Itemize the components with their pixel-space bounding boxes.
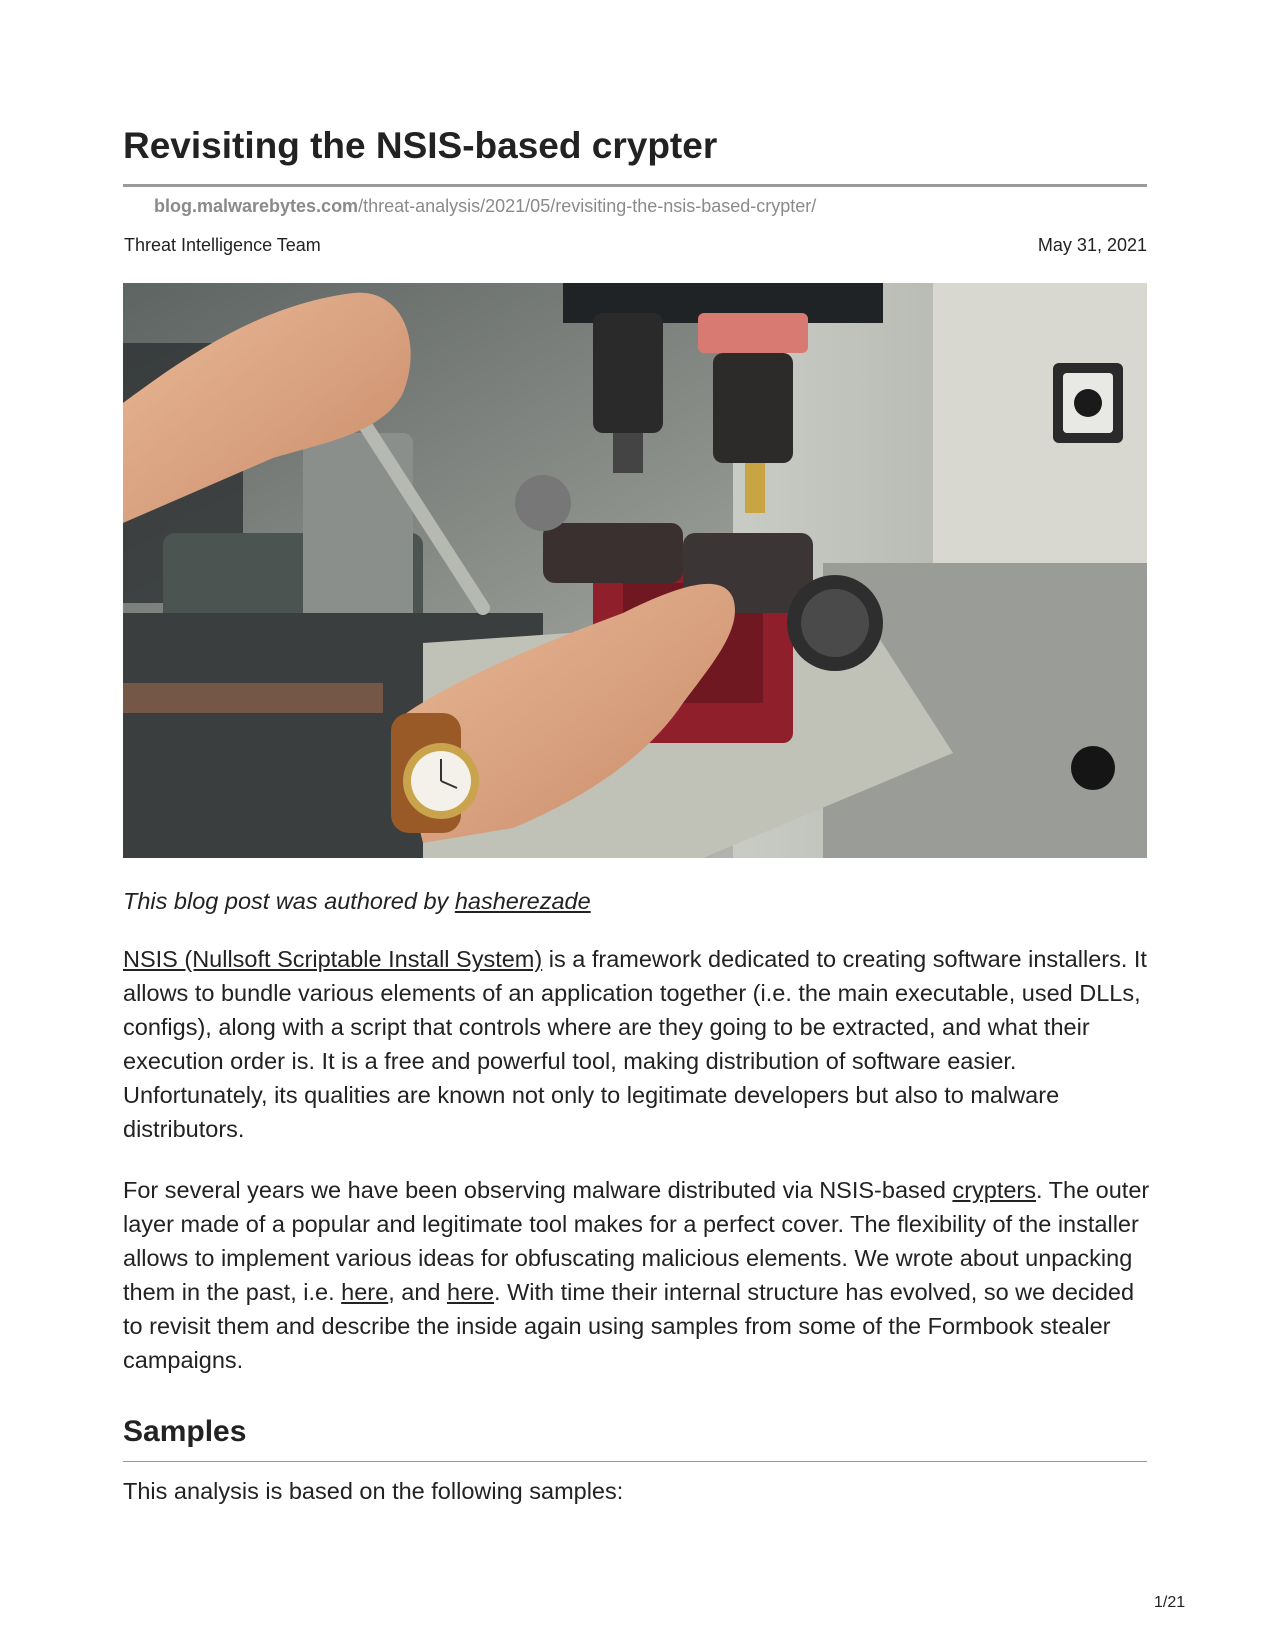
publish-date: May 31, 2021 <box>1037 235 1147 255</box>
intro-text: is a framework dedicated to creating software installers. It allows to bundle various elements of an application together (i.e. the main executable, used DLLs, configs), along with a script that controls where are they going to be extracted, and what their execution order is. It is a free and powerful tool, making distribution of software easier. Unfortunately, its qualities are known not only to legitimate developers but also to malware distributors. <box>123 946 1147 1142</box>
author-name: Threat Intelligence Team <box>124 235 321 255</box>
samples-heading: Samples <box>123 1415 247 1448</box>
here-link-1[interactable]: here <box>341 1279 389 1305</box>
history-text-2: . The outer layer made of a popular and legitimate tool makes for a perfect cover. The flexibility of the installer allows to implement various ideas for obfuscating malicious elements. We wrote about unpacking them in the past, i.e. <box>123 1177 1150 1305</box>
byline <box>123 884 1153 918</box>
history-text-3: , and <box>388 1279 447 1305</box>
crypters-link[interactable]: crypters <box>952 1177 1037 1203</box>
source-url[interactable] <box>154 196 816 217</box>
history-text-4: . With time their internal structure has evolved, so we decided to revisit them and describe the inside again using samples from some of the Formbook stealer campaigns. <box>123 1279 1135 1373</box>
article-title: Revisiting the NSIS-based crypter <box>123 125 718 166</box>
hero-image <box>123 283 1147 858</box>
samples-intro: This analysis is based on the following samples: <box>123 1478 624 1504</box>
url-path: /threat-analysis/2021/05/revisiting-the-nsis-based-crypter/ <box>358 196 817 216</box>
samples-divider <box>123 1461 1147 1462</box>
intro-paragraph <box>123 942 1153 1146</box>
title-divider <box>123 184 1147 187</box>
history-text-1: For several years we have been observing malware distributed via NSIS-based <box>123 1177 953 1203</box>
here-link-2[interactable]: here <box>447 1279 495 1305</box>
byline-prefix: This blog post was authored by <box>123 888 455 914</box>
url-domain: blog.malwarebytes.com <box>154 196 359 216</box>
author-link[interactable]: hasherezade <box>454 888 591 914</box>
history-paragraph <box>123 1173 1153 1377</box>
nsis-link[interactable]: NSIS (Nullsoft Scriptable Install System) <box>123 946 543 972</box>
page-number: 1/21 <box>1154 1594 1186 1611</box>
